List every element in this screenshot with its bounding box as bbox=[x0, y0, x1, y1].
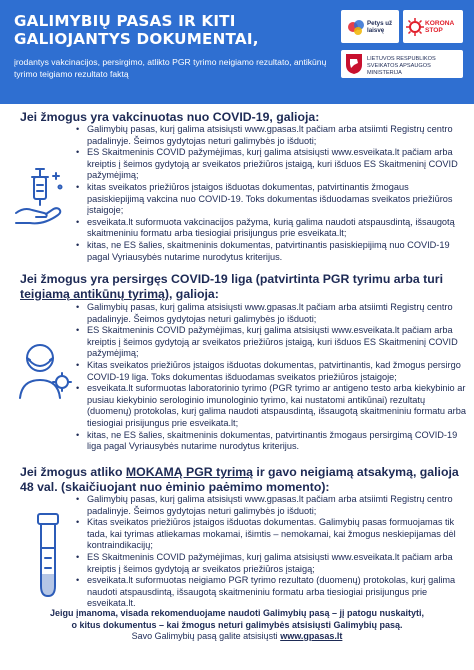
list-item: • Kitas sveikatos priežiūros įstaigos išduotas dokumentas, patvirtinantis, kad žmogus persirgo COVID-19 liga. Toks dokumentas išduodamas sveikatos priežiūros įstaigoje; bbox=[76, 360, 466, 383]
ministry-logo: LIETUVOS RESPUBLIKOS SVEIKATOS APSAUGOS MINISTERIJA bbox=[341, 50, 463, 78]
coat-of-arms-icon bbox=[345, 53, 363, 75]
vaccine-hand-icon bbox=[14, 163, 70, 227]
petys-logo-icon bbox=[346, 17, 366, 37]
footer-line-3: Savo Galimybių pasą galite atsisiųsti www.gpasas.lt bbox=[131, 631, 343, 641]
footer-line-1: Jeigu įmanoma, visada rekomenduojame naudoti Galimybių pasą – jį patogu nuskaityti, bbox=[49, 608, 425, 618]
list-item: • esveikata.lt suformuota vakcinacijos pažyma, kurią galima naudoti atspausdintą, išsaugotą skaitmeniniu formatu arba tiesiogiai prisijungus prie esveikata.lt; bbox=[76, 217, 466, 240]
section-pcr-list bbox=[76, 494, 466, 610]
gpasas-link[interactable]: www.gpasas.lt bbox=[280, 631, 343, 641]
list-item: • Kitas sveikatos priežiūros įstaigos išduotas dokumentas. Galimybių pasas formuojamas tik tada, kai tyrimas atliekamas mokamai, išimtis – nemokamai, kai žmogus neskiepijamas dėl kontraindikacijų; bbox=[76, 517, 466, 552]
list-item: • kitas, ne ES šalies, skaitmeninis dokumentas, patvirtinantis pasiskiepijimą nuo COVID-19 pagal Vyriausybės nutarime nurodytus kriterijus. bbox=[76, 240, 466, 263]
list-item: • Galimybių pasas, kurį galima atsisiųsti www.gpasas.lt pačiam arba atsiimti Registrų centro padalinyje. Šeimos gydytojas neturi galimybės jo išduoti; bbox=[76, 494, 466, 517]
footer-line-2: o kitus dokumentus – kai žmogus neturi galimybės atsisiųsti Galimybių pasą. bbox=[71, 619, 403, 630]
section-recovered-list bbox=[76, 302, 466, 453]
list-item: • Galimybių pasas, kurį galima atsisiųsti www.gpasas.lt pačiam arba atsiimti Registrų centro padalinyje. Šeimos gydytojas neturi galimybės jo išduoti; bbox=[76, 124, 466, 147]
page-subtitle: įrodantys vakcinacijos, persirgimo, atlikto PGR tyrimo neigiamo rezultato, antikūnų tyrimo teigiamo rezultato faktą bbox=[14, 57, 327, 79]
list-item: • kitas, ne ES šalies, skaitmeninis dokumentas, patvirtinantis žmogaus persirgimą COVID-19 liga pagal Vyriausybės nutarime nurodytus kriterijus. bbox=[76, 430, 466, 453]
list-item: • esveikata.lt suformuotas neigiamo PGR tyrimo rezultato (duomenų) protokolas, kurį galima naudoti atspausdintą, išsaugotą skaitmeniniu formatu arba tiesiogiai prisijungus prie esveikata.lt. bbox=[76, 575, 466, 610]
list-item: • ES Skaitmeninis COVID pažymėjimas, kurį galima atsisiųsti www.esveikata.lt pačiam arba kreiptis į šeimos gydytoją ar sveikatos priežiūros įstaigą, kuri išduos ES Skaitmeninį COVID pažymėjimą; bbox=[76, 325, 466, 360]
section-vaccinated-list bbox=[76, 124, 466, 263]
korona-stop-logo: KORONA STOP bbox=[403, 10, 463, 43]
list-item: • esveikata.lt suformuotas laboratorinio tyrimo (PGR tyrimo ar antigeno testo arba kiekybinio ar pusiau kiekybinio serologinio imunologinio tyrimo, kai nustatomi antikūnai) rezultatų (duomenų) protokolas, kurį galima naudoti atspausdintą, išsaugotą skaitmeniniu formatu arba tiesiogiai prisijungus prie esveikata.lt; bbox=[76, 383, 466, 429]
masked-person-icon bbox=[16, 340, 72, 400]
footer-note bbox=[0, 608, 474, 643]
section-recovered-heading: Jei žmogus yra persirgęs COVID-19 liga (patvirtinta PGR tyrimu arba turi teigiamą antikūnų tyrimą), galioja: bbox=[20, 272, 443, 301]
page-title: GALIMYBIŲ PASAS IR KITI GALIOJANTYS DOKUMENTAI, bbox=[14, 12, 259, 48]
section-vaccinated-heading: Jei žmogus yra vakcinuotas nuo COVID-19, galioja: bbox=[20, 110, 320, 124]
section-pcr-heading: Jei žmogus atliko MOKAMĄ PGR tyrimą ir gavo neigiamą atsakymą, galioja 48 val. (skaičiuojant nuo ėminio paėmimo momento): bbox=[20, 465, 459, 494]
test-tube-icon bbox=[34, 512, 62, 600]
header-banner bbox=[0, 0, 474, 104]
list-item: • ES Skaitmeninis COVID pažymėjimas, kurį galima atsisiųsti www.esveikata.lt pačiam arba kreiptis į šeimos gydytoją ar sveikatos priežiūros įstaigą; bbox=[76, 552, 466, 575]
virus-icon bbox=[406, 18, 424, 36]
list-item: • ES Skaitmeninis COVID pažymėjimas, kurį galima atsisiųsti www.esveikata.lt pačiam arba kreiptis į šeimos gydytoją ar sveikatos priežiūros įstaigą, kuri išduos ES Skaitmeninį COVID pažymėjimą; bbox=[76, 147, 466, 182]
list-item: • kitas sveikatos priežiūros įstaigos išduotas dokumentas, patvirtinantis žmogaus pasiskiepijimą vakcina nuo COVID-19. Toks dokumentas išduodamas sveikatos priežiūros įstaigoje; bbox=[76, 182, 466, 217]
petys-uz-laisve-logo: Petys už laisvę bbox=[341, 10, 399, 43]
list-item: • Galimybių pasas, kurį galima atsisiųsti www.gpasas.lt pačiam arba atsiimti Registrų centro padalinyje. Šeimos gydytojas neturi galimybės jo išduoti; bbox=[76, 302, 466, 325]
